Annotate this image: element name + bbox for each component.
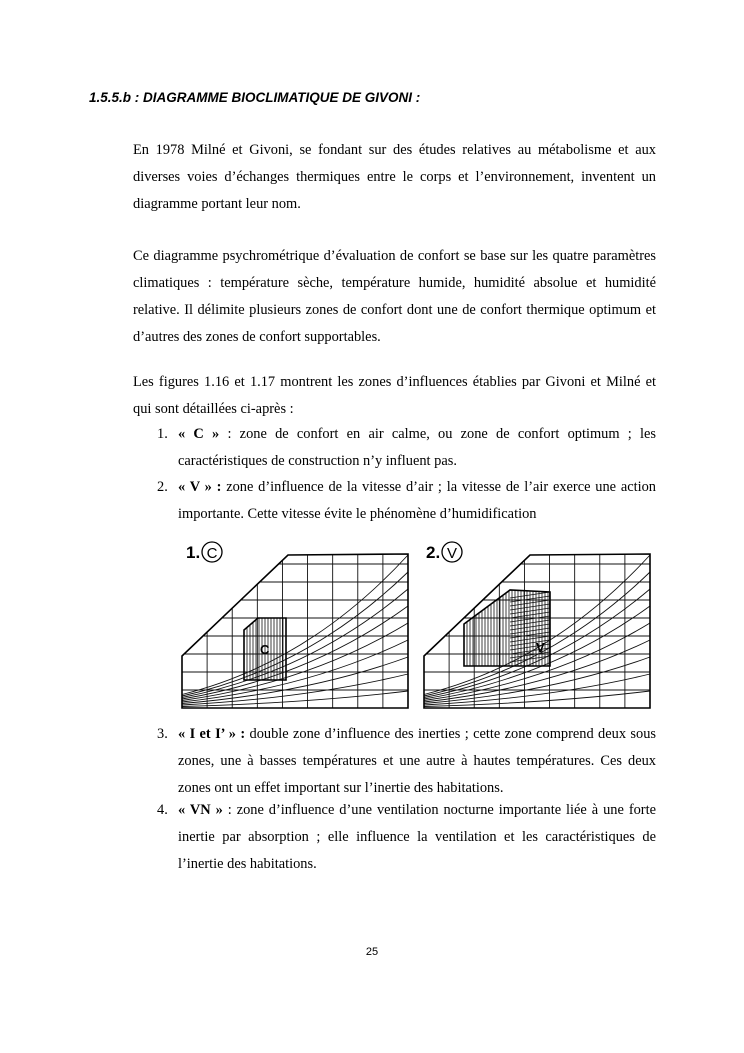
list-item: [133, 721, 656, 802]
humidity-curve: [424, 657, 650, 704]
paragraph-intro: En 1978 Milné et Givoni, se fondant sur des études relatives au métabolisme et aux diverses voies d’échanges thermiques entre le corps et l’environnement, inventent un diagramme portant leur nom.: [133, 142, 656, 212]
diagram-letter: C: [206, 545, 218, 562]
list-item-number: 3.: [157, 726, 168, 742]
list-item: [133, 474, 656, 528]
list-item: [133, 421, 656, 475]
list-item-label: « VN »: [178, 802, 223, 818]
list-item-text: : zone de confort en air calme, ou zone de confort optimum ; les caractéristiques de construction n’y influent pas.: [178, 426, 656, 469]
diagram-zone-v: [420, 538, 658, 713]
paragraph-figures: Les figures 1.16 et 1.17 montrent les zones d’influences établies par Givoni et Milné et qui sont détaillées ci-après :: [133, 374, 656, 417]
list-item-text: zone d’influence de la vitesse d’air ; la vitesse de l’air exerce une action importante. Cette vitesse évite le phénomène d’humidification: [178, 479, 656, 522]
list-item-label: « V » :: [178, 479, 222, 495]
diagram-zone-c: [178, 538, 416, 713]
list-item-number: 4.: [157, 802, 168, 818]
paragraph-diagram-description: Ce diagramme psychrométrique d’évaluation de confort se base sur les quatre paramètres climatiques : température sèche, température humide, humidité absolue et humidité relative. Il délimite plusieurs zones de confort dont une de confort thermique optimum et d’autres des zones de confort supportables.: [133, 248, 656, 345]
humidity-curve: [182, 691, 408, 707]
list-item-text: : zone d’influence d’une ventilation nocturne importante liée à une forte inertie par absorption ; elle influence la ventilation et les caractéristiques de l’inertie des habitations.: [178, 802, 656, 872]
list-item-label: « C »: [178, 426, 220, 442]
givoni-figure: [178, 538, 658, 713]
diagram-number: 2.: [426, 543, 441, 562]
humidity-curve: [182, 572, 408, 696]
zone-label: C: [260, 642, 270, 657]
humidity-curve: [424, 691, 650, 707]
list-item-label: « I et I’ » :: [178, 726, 246, 742]
zone-label: V: [536, 640, 545, 655]
list-item-number: 1.: [157, 426, 168, 442]
section-heading: 1.5.5.b : DIAGRAMME BIOCLIMATIQUE DE GIVONI :: [89, 90, 421, 105]
page-number: 25: [365, 946, 379, 958]
diagram-number: 1.: [186, 543, 201, 562]
list-item: [133, 797, 656, 878]
list-item-number: 2.: [157, 479, 168, 495]
humidity-curve: [182, 606, 408, 699]
diagram-letter: V: [446, 545, 458, 562]
list-item-text: double zone d’influence des inerties ; cette zone comprend deux sous zones, une à basses températures et une autre à hautes températures. Ces deux zones ont un effet important sur l’inertie des habitations.: [178, 726, 656, 796]
humidity-curve: [182, 657, 408, 704]
